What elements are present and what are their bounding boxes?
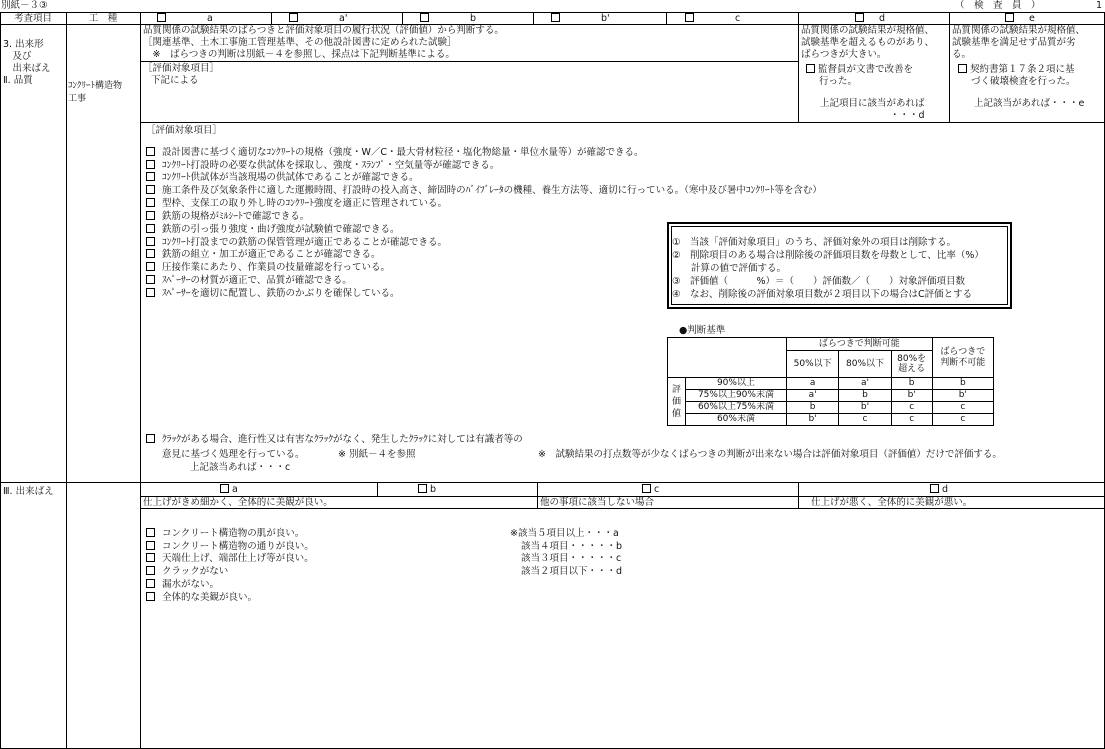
appearance-item[interactable]: コンクリート構造物の通りが良い。: [146, 541, 314, 552]
appearance-desc-a: 仕上げがきめ細かく、全体的に美観が良い。: [143, 497, 333, 508]
eval-item[interactable]: ｺﾝｸﾘｰﾄ打設までの鉄筋の保管管理が適正であることが確認できる。: [146, 237, 447, 248]
checkbox-icon: [146, 434, 155, 443]
note-line: ④ なお、削除後の評価対象項目数が２項目以下の場合はC評価とする: [672, 289, 973, 300]
grade-b[interactable]: b: [420, 13, 476, 24]
checkbox-icon: [289, 13, 298, 22]
checkbox-icon: [220, 484, 229, 493]
judgment-cell: b: [932, 378, 993, 390]
judgment-row-head: 60%以上75%未満: [686, 402, 787, 414]
item-appearance: Ⅲ. 出来ばえ: [3, 486, 54, 497]
appearance-item[interactable]: コンクリート構造物の肌が良い。: [146, 528, 304, 539]
checkbox-icon: [146, 198, 155, 207]
crack-footer: 上記該当あれば・・・c: [190, 462, 291, 473]
eval-item[interactable]: 鉄筋の規格がﾐﾙｼｰﾄで確認できる。: [146, 211, 309, 222]
judgment-cell: b': [786, 414, 838, 426]
checkbox-icon: [418, 484, 427, 493]
checkbox-icon: [685, 13, 694, 22]
d-supervisor-check[interactable]: 監督員が文書で改善を 行った。: [806, 64, 913, 88]
judgment-cell: c: [891, 414, 932, 426]
judgment-row-head: 90%以上: [686, 378, 787, 390]
judgment-cell: c: [932, 414, 993, 426]
checkbox-icon: [146, 211, 155, 220]
judgment-cell: c: [891, 402, 932, 414]
checkbox-icon: [958, 64, 967, 73]
eval-item[interactable]: ｽﾍﾟｰｻｰを適切に配置し、鉄筋のかぶりを確保している。: [146, 288, 400, 299]
work-type: ｺﾝｸﾘｰﾄ構造物 工事: [68, 81, 123, 104]
checkbox-icon: [642, 484, 651, 493]
checkbox-icon: [1005, 13, 1014, 22]
quality-d-description: 品質関係の試験結果が規格値、 試験基準を超えるものがあり、 ばらつきが大きい。: [801, 25, 935, 60]
item-category: 3. 出来形 及び 出来ばえ Ⅱ. 品質: [3, 39, 51, 86]
checkbox-icon: [146, 249, 155, 258]
checkbox-icon: [146, 147, 155, 156]
sheet-title: 別紙－３③: [1, 0, 48, 11]
judgment-table: [667, 337, 994, 426]
judgment-cell: a': [839, 378, 891, 390]
judgment-cell: a: [786, 378, 838, 390]
judgment-cell: b: [786, 402, 838, 414]
judgment-cell: a': [786, 390, 838, 402]
note-line: ③ 評価値（ %）＝（ ）評価数／（ ）対象評価項目数: [672, 276, 966, 287]
judgment-cell: b': [839, 402, 891, 414]
checkbox-icon: [146, 592, 155, 601]
checkbox-icon: [146, 579, 155, 588]
crack-line-2: 意見に基づく処理を行っている。: [162, 449, 305, 460]
eval-item[interactable]: ｺﾝｸﾘｰﾄ打設時の必要な供試体を採取し、強度・ｽﾗﾝﾌﾟ・空気量等が確認できる。: [146, 160, 499, 171]
page-number: 1: [1096, 0, 1103, 11]
checkbox-icon: [146, 288, 155, 297]
checkbox-icon: [146, 541, 155, 550]
appearance-desc-d: 仕上げが悪く、全体的に美観が悪い。: [811, 497, 973, 508]
note-line: ② 削除項目のある場合は削除後の評価項目数を母数として、比率（%）: [672, 250, 984, 261]
appearance-grade-b[interactable]: b: [418, 484, 436, 495]
grade-a[interactable]: a: [157, 13, 213, 24]
checkbox-icon: [146, 275, 155, 284]
checkbox-icon: [806, 64, 815, 73]
checkbox-icon: [146, 185, 155, 194]
checkbox-icon: [146, 262, 155, 271]
appearance-item[interactable]: 漏水がない。: [146, 579, 219, 590]
header-work-type: 工 種: [88, 13, 118, 24]
judgment-row-head: 75%以上90%未満: [686, 390, 787, 402]
judgment-cell: c: [839, 414, 891, 426]
eval-item[interactable]: 型枠、支保工の取り外し時のｺﾝｸﾘｰﾄ強度を適正に管理されている。: [146, 198, 447, 209]
checkbox-icon: [146, 172, 155, 181]
judgment-cell: b: [839, 390, 891, 402]
judgment-row-head: 60%未満: [686, 414, 787, 426]
e-footer: 上記該当があれば・・・e: [974, 98, 1085, 109]
appearance-desc-c: 他の事項に該当しない場合: [540, 497, 655, 508]
checkbox-icon: [146, 566, 155, 575]
judgment-cell: c: [932, 402, 993, 414]
appearance-scores: ※該当５項目以上・・・a 該当４項目・・・・・b 該当３項目・・・・・c 該当２項目以下・・・d: [510, 528, 623, 578]
appearance-item[interactable]: 全体的な美観が良い。: [146, 592, 257, 603]
checkbox-icon: [420, 13, 429, 22]
judgment-cell: b: [891, 378, 932, 390]
judgment-col: 80%以下: [839, 351, 891, 378]
checkbox-icon: [146, 553, 155, 562]
eval-item[interactable]: 鉄筋の引っ張り強度・曲げ強度が試験値で確認できる。: [146, 224, 400, 235]
checkbox-icon: [146, 528, 155, 537]
note-line: ① 当該「評価対象項目」のうち、評価対象外の項目は削除する。: [672, 237, 957, 248]
judgment-row-label: 評 価 値: [668, 378, 686, 426]
appearance-item[interactable]: 天端仕上げ、端部仕上げ等が良い。: [146, 553, 314, 564]
grade-c[interactable]: c: [685, 13, 740, 24]
bottom-note: ※ 試験結果の打点数等が少なくばらつきの判断が出来ない場合は評価対象項目（評価値）だけで評価する。: [538, 449, 1002, 460]
scoring-note-box: [667, 222, 1012, 309]
crack-item[interactable]: ｸﾗｯｸがある場合、進行性又は有害なｸﾗｯｸがなく、発生したｸﾗｯｸに対しては有識者等の: [146, 434, 523, 445]
e-contract-check[interactable]: 契約書第１７条２項に基 づく破壊検査を行った。: [958, 64, 1076, 88]
quality-description: 品質関係の試験結果のばらつきと評価対象項目の履行状況（評価値）から判断する。 ［関連基準、土木工事施工管理基準、その他設計図書に定められた試験］ ※ ばらつきの判断は別紙－４を参照し、採点は下記判断基準による。: [143, 25, 504, 60]
judgment-title: ●判断基準: [679, 325, 726, 336]
appearance-grade-d[interactable]: d: [930, 484, 948, 495]
grade-e[interactable]: e: [1005, 13, 1035, 24]
checkbox-icon: [157, 13, 166, 22]
note-line: 計算の値で評価する。: [672, 263, 787, 274]
appearance-grade-c[interactable]: c: [642, 484, 659, 495]
header-item: 考査項目: [13, 13, 52, 24]
grade-d[interactable]: d: [855, 13, 885, 24]
appearance-item[interactable]: クラックがない: [146, 566, 228, 577]
eval-item[interactable]: 設計図書に基づく適切なｺﾝｸﾘｰﾄの規格（強度・W／C・最大骨材粒径・塩化物総量・単位水量等）が確認できる。: [146, 147, 644, 158]
d-footer: 上記項目に該当があれば ・・・d: [820, 98, 925, 121]
checkbox-icon: [551, 13, 560, 22]
appearance-grade-a[interactable]: a: [220, 484, 238, 495]
eval-items-title: ［評価対象項目］: [146, 125, 223, 136]
eval-target-header: ［評価対象項目］ 下記による: [143, 63, 220, 86]
eval-item[interactable]: 鉄筋の組立・加工が適正であることが確認できる。: [146, 249, 381, 260]
judgment-cell: b': [891, 390, 932, 402]
eval-item[interactable]: ｺﾝｸﾘｰﾄ供試体が当該現場の供試体であることが確認できる。: [146, 172, 419, 183]
grade-a-prime[interactable]: a': [289, 13, 347, 24]
eval-item[interactable]: 圧接作業にあたり、作業員の技量確認を行っている。: [146, 262, 390, 273]
judgment-col: 50%以下: [786, 351, 838, 378]
eval-item[interactable]: ｽﾍﾟｰｻｰの材質が適正で、品質が確認できる。: [146, 275, 352, 286]
judgment-cell: b': [932, 390, 993, 402]
quality-e-description: 品質関係の試験結果が規格値、 試験基準を満足せず品質が劣 る。: [952, 25, 1086, 60]
checkbox-icon: [146, 224, 155, 233]
judgment-header-impossible: ばらつきで 判断不可能: [932, 338, 993, 378]
grade-b-prime[interactable]: b': [551, 13, 610, 24]
checkbox-icon: [146, 160, 155, 169]
checkbox-icon: [146, 237, 155, 246]
checkbox-icon: [855, 13, 864, 22]
checkbox-icon: [930, 484, 939, 493]
crack-ref: ※ 別紙－４を参照: [338, 449, 416, 460]
eval-item[interactable]: 施工条件及び気象条件に適した運搬時間、打設時の投入高さ、締固時のﾊﾞｲﾌﾞﾚｰﾀの機種、養生方法等、適切に行っている。（寒中及び暑中ｺﾝｸﾘｰﾄ等を含む）: [146, 185, 822, 196]
judgment-header-possible: ばらつきで判断可能: [786, 338, 932, 351]
inspector-label: （ 検 査 員 ）: [955, 0, 1041, 11]
judgment-col: 80%を 超える: [891, 351, 932, 378]
